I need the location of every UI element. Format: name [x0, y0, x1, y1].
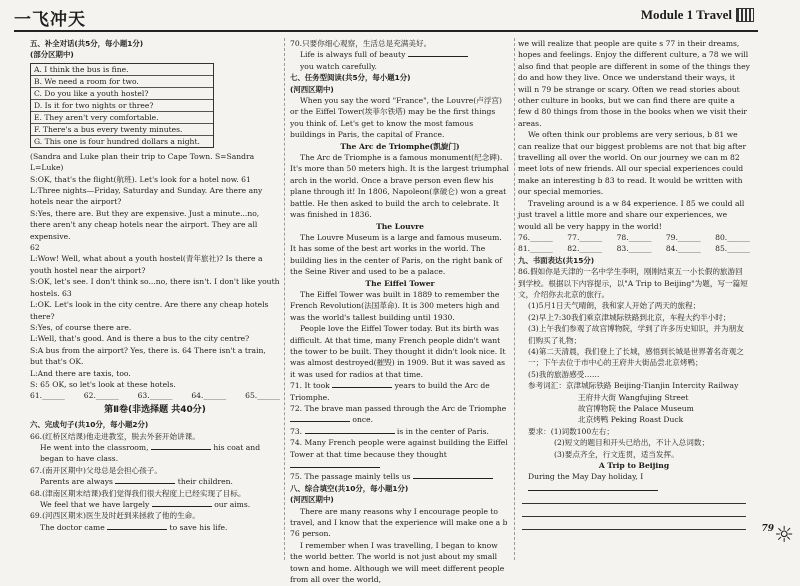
q66-cn: 66.(红桥区结课)他走进教室，脱去外套开始讲课。 [30, 431, 200, 441]
q72: 72. The brave man passed through the Arc de Triomphe once. [290, 404, 507, 425]
column-divider-1 [284, 38, 285, 560]
answer-62[interactable]: 62.______ [83, 391, 119, 401]
options-box [30, 63, 214, 148]
q75: 75. The passage mainly tells us [290, 471, 510, 482]
essay-start: During the May Day holiday, I [518, 471, 750, 494]
answer-61[interactable]: 61.______ [30, 391, 65, 401]
q70-en: Life is always full of beauty [290, 49, 510, 60]
dialogue-line: L:Well, that's good. And is there a bus to the city centre? [30, 334, 250, 344]
q68-cn: 68.(津南区期末结课)我们觉得我们很大程度上已经实现了目标。 [30, 488, 246, 498]
cloze-paragraph-2: I remember when I was travelling, I began to know the world better. The world is not just about my small town and home. Although we will meet different people from all over the world, [290, 540, 505, 585]
reference-vocab-2: 王府井大街 Wangfujing Street [578, 392, 689, 402]
option-a: A. I think the bus is fine. [34, 64, 129, 74]
heading-eiffel: The Eiffel Tower [365, 278, 435, 288]
paragraph-louvre: The Louvre Museum is a large and famous museum. It has some of the best art works in the world. The building lies in the center of Paris, on the right bank of the Seine River and used to be a palace. [290, 232, 503, 277]
answer-82[interactable]: 82.______ [567, 244, 603, 254]
column-left [30, 38, 280, 533]
q66-en-cont: began to have class. [40, 454, 119, 464]
section-6-title: 六、完成句子(共10分，每小题2分) [30, 420, 149, 430]
q71: 71. It took years to build the Arc de Triomphe. [290, 381, 490, 402]
q73-blank[interactable] [305, 433, 395, 434]
paragraph-arc: The Arc de Triomphe is a famous monument(纪念碑). It's more than 50 meters high. It is the largest triumphal arch in the world. Once a brave person even flew his plane through it! In 1806, Napoleon(拿破仑) won a great battle. He then asked to build the arch to celebrate. It was finished in 1836. [290, 153, 509, 220]
dialogue-line: S:Yes, of course there are. [30, 322, 132, 332]
answer-85[interactable]: 85.______ [715, 244, 750, 254]
dialogue-line: L:OK. Let's look in the city centre. Are there any cheap hotels there? [30, 300, 269, 321]
column-divider-2 [514, 38, 515, 560]
option-c: C. Do you like a youth hostel? [31, 87, 213, 99]
section-5-source: (部分区期中) [30, 50, 74, 60]
q68-blank[interactable] [152, 506, 212, 507]
option-b: B. We need a room for two. [31, 75, 213, 87]
q68-en: We feel that we have largely our aims. [40, 500, 251, 509]
essay-title: A Trip to Beijing [598, 461, 670, 471]
dialogue-line: 62 [30, 243, 40, 253]
section-7-source: (河西区期中) [290, 84, 334, 94]
q73: 73. is in the center of Paris. [290, 426, 489, 436]
answer-63[interactable]: 63.______ [137, 391, 173, 401]
point-4: (4)第二天清晨，我们登上了长城，感悟到长城是世界著名奇观之一；下午去位于市中心的王府井大街品尝北京烤鸭； [528, 346, 744, 368]
essay-line[interactable] [522, 520, 746, 530]
answer-row-76-80 [518, 232, 750, 243]
dialogue-line: L:And there are taxis, too. [30, 368, 131, 378]
point-1: (1)5月1日天气晴朗，我和家人开始了两天的旅程； [528, 301, 701, 311]
answer-row-61-65 [30, 390, 280, 401]
answer-row-81-85 [518, 243, 750, 254]
header-rule [14, 30, 758, 32]
q69-cn: 69.(河西区期末)医生及时赶到来拯救了他的生命。 [30, 511, 200, 521]
reference-vocab-4: 北京烤鸭 Peking Roast Duck [578, 415, 684, 425]
cloze-paragraph-4: We often think our problems are very serious, b 81 we can realize that our biggest problems are not that big after travelling all over the world. On our journey we can m 82 meet lots of new friends. All our special experiences could make an interesting b 83 to read. It would be written with our special memories. [518, 130, 747, 197]
essay-line[interactable] [522, 494, 746, 504]
answer-65[interactable]: 65.______ [245, 391, 280, 401]
requirement-2: (2)短文的题目和开头已给出，不计入总词数； [554, 438, 710, 448]
q86-prompt: 86.假如你是天津的一名中学生李明，刚刚结束五一小长假的旅游回到学校。根据以下内容提示，以"A Trip to Beijing"为题，写一篇短文，介绍你去北京的旅行。 [518, 267, 748, 299]
part-2-title: 第Ⅱ卷(非选择题 共40分) [104, 404, 206, 415]
answer-80[interactable]: 80.______ [715, 232, 750, 242]
q70-blank[interactable] [408, 56, 468, 57]
point-2: (2)早上7:30我们乘京津城际铁路到北京，车程大约半小时； [528, 312, 731, 322]
column-right [518, 38, 750, 533]
module-icon [736, 8, 754, 22]
reference-vocab-3: 故宫博物院 the Palace Museum [578, 404, 694, 413]
heading-arc: The Arc de Triomphe(凯旋门) [340, 141, 460, 151]
cloze-paragraph-5: Traveling around is a w 84 experience. I 85 we could all just travel a little more and share our experiences, we would all be very happy in the world! [518, 198, 745, 231]
answer-84[interactable]: 84.______ [665, 244, 701, 254]
q72-blank[interactable] [290, 421, 350, 422]
q66-en: He went into the classroom, his coat and [40, 442, 261, 452]
section-5-title: 五、补全对话(共5分，每小题1分) [30, 39, 144, 48]
column-middle [290, 38, 510, 586]
dialogue-line: L:Wow! Well, what about a youth hostel(青年旅社)? Is there a youth hostel near the airport? [30, 254, 263, 275]
module-title: Module 1 Travel [640, 7, 732, 22]
q75-blank[interactable] [413, 478, 493, 479]
option-f: F. There's a bus every twenty minutes. [31, 123, 213, 135]
dialogue-line: S:OK, that's the flight(航班). Let's look for a hotel now. 61 [30, 174, 251, 184]
q67-cn: 67.(南开区期中)父母总是会担心孩子。 [30, 465, 162, 475]
essay-first-line[interactable] [528, 490, 658, 491]
page-header [0, 0, 800, 34]
q74-blank[interactable] [290, 467, 380, 468]
essay-line[interactable] [522, 507, 746, 517]
dialogue-line: S: 65 OK, so let's look at these hotels. [30, 379, 176, 389]
section-8-title: 八、综合填空(共10分，每小题1分) [290, 483, 409, 493]
reading-intro: When you say the word "France", the Louvre(卢浮宫) or the Eiffel Tower(埃菲尔铁塔) may be the first things you think of. Let's get to know the most famous buildings in Paris, the capital of France. [290, 96, 502, 140]
q69-en: The doctor came to save his life. [40, 522, 228, 532]
point-3: (3)上午我们参观了故宫博物院，学到了许多历史知识，并为朋友们购买了礼物； [528, 324, 744, 345]
answer-83[interactable]: 83.______ [616, 244, 652, 254]
sun-decoration-icon: ☼ [774, 523, 794, 548]
section-8-source: (河西区期中) [290, 495, 334, 505]
option-g: G. This one is four hundred dollars a night. [31, 135, 213, 147]
requirement-1: 要求：(1)词数100左右； [528, 426, 614, 436]
dialogue-line: S:Yes, there are. But they are expensive. Just a minute...no, there aren't any cheap hotels near the airport. They are all expensive. [30, 208, 260, 241]
q74: 74. Many French people were against building the Eiffel Tower at that time because they thought [290, 437, 510, 471]
q70-en-cont: you watch carefully. [300, 61, 377, 71]
cloze-paragraph-3: we will realize that people are quite s 77 in their dreams, hopes and feelings. Enjoy the different culture, a 78 we will also find that people are different in some of the things they do and how they live. Once we understand their ways, it will n 79 be strange or scary. Often we read stories about other culture in books, but we can find there are quite a few d 80 things from those in the books when we visit their areas. [518, 39, 750, 128]
dialogue-line: S:OK, let's see. I don't think so...no, there isn't. I don't like youth hostels. 63 [30, 277, 280, 298]
dialogue-line: (Sandra and Luke plan their trip to Cape Town. S=Sandra L=Luke) [30, 151, 255, 173]
requirement-3: (3)要点齐全，行文连贯，适当发挥。 [554, 449, 679, 459]
cloze-paragraph-1: There are many reasons why I encourage people to travel, and I know that the experience will make one a b 76 person. [290, 506, 508, 539]
q66-blank[interactable] [151, 449, 211, 450]
q71-blank[interactable] [332, 387, 392, 388]
page-number: 79 [761, 524, 774, 534]
answer-64[interactable]: 64.______ [191, 391, 227, 401]
answer-76[interactable]: 76.______ [518, 232, 553, 242]
answer-81[interactable]: 81.______ [518, 244, 553, 254]
dialogue-line: S:A bus from the airport? Yes, there is. 64 There isn't a train, but that's OK. [30, 345, 266, 367]
dialogue-line: L:Three nights—Friday, Saturday and Sunday. Are there any hotels near the airport? [30, 186, 263, 207]
reference-vocab: 参考词汇：京津城际铁路 Beijing-Tianjin Intercity Railway [528, 381, 739, 391]
q70-cn: 70.只要你细心观察，生活总是充满美好。 [290, 39, 432, 48]
point-5: (5)我的旅游感受…… [528, 369, 600, 379]
answer-77[interactable]: 77.______ [567, 232, 603, 242]
paragraph-eiffel-2: People love the Eiffel Tower today. But its birth was difficult. At that time, many French people didn't want the tower to be built. They thought it didn't look nice. It was almost destroyed(摧毁) in 1909. But it was saved as it was used for radios at that time. [290, 324, 506, 379]
q67-en: Parents are always their children. [40, 477, 233, 487]
section-9-title: 九、书面表达(共15分) [518, 255, 595, 265]
answer-79[interactable]: 79.______ [665, 232, 701, 242]
paragraph-eiffel-1: The Eiffel Tower was built in 1889 to remember the French Revolution(法国革命). It is 300 meters high and was the world's tallest building until 1930. [290, 289, 500, 322]
section-7-title: 七、任务型阅读(共5分，每小题1分) [290, 73, 411, 83]
option-d: D. Is it for two nights or three? [31, 99, 213, 111]
answer-78[interactable]: 78.______ [616, 232, 652, 242]
q67-blank[interactable] [115, 483, 175, 484]
q69-blank[interactable] [107, 529, 167, 530]
option-e: E. They aren't very comfortable. [31, 111, 213, 123]
heading-louvre: The Louvre [376, 221, 424, 231]
brand-logo: 一飞冲天 [14, 10, 86, 30]
